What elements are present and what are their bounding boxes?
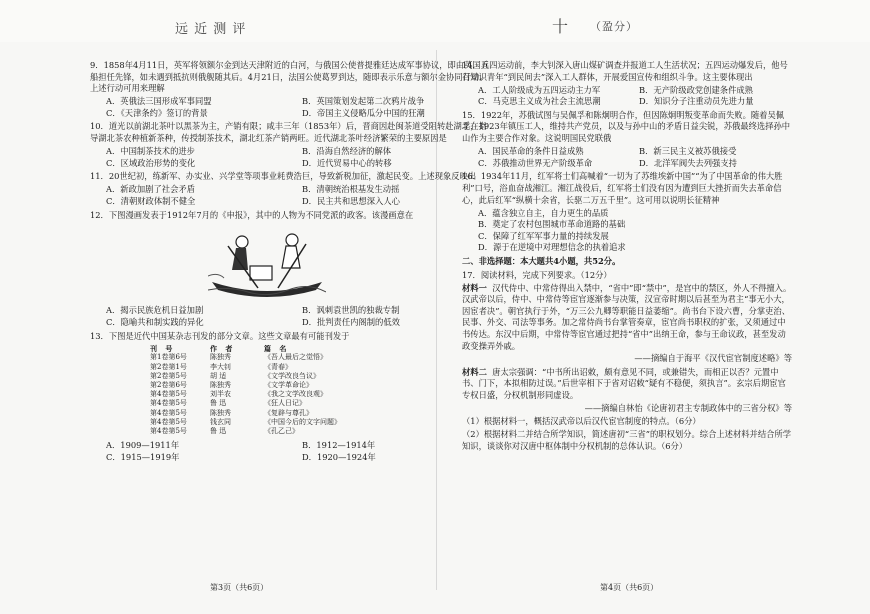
table-cell: 钱玄同 bbox=[210, 417, 231, 426]
question-14-stem: 14．五四运动前，李大钊深入唐山煤矿调查并报道工人生活状况；五四运动爆发后，他号召知识青年“到民间去”深入工人群体，开展爱国宣传和组织斗争。这主要体现出 bbox=[462, 60, 788, 82]
header-right-smudge: （盈分） bbox=[590, 20, 638, 33]
table-cell: 《中国今后的文字问题》 bbox=[264, 417, 341, 426]
question-15-option-c: C．苏俄推动世界无产阶级革命 bbox=[478, 157, 593, 168]
question-16-option-d: D．源于在逆境中对理想信念的执着追求 bbox=[478, 242, 626, 253]
material-1-source: ——摘编自于海平《汉代宦官制度述略》等 bbox=[634, 353, 792, 364]
material-2-text: 唐太宗强调：“中书所出诏敕，颇有意见不同，或兼错失，而相正以否？元置中书、门下，本拟相防过误。”后世宰相下于省对诏敕“疑有不稳便，须执言”。玄宗后期宦官专权日盛，分权机制形同虚设。 bbox=[462, 366, 786, 401]
question-9-option-b: B．英国策划发起第二次鸦片战争 bbox=[302, 96, 425, 107]
question-13-stem: 13．下图是近代中国某杂志刊发的部分文章。这些文章最有可能刊发于 bbox=[90, 330, 350, 341]
table-cell: 第4卷第5号 bbox=[150, 426, 187, 435]
question-12-option-c: C．隐喻共和制实践的异化 bbox=[106, 316, 204, 327]
question-14-option-d: D．知识分子注重动员先进力量 bbox=[639, 96, 754, 107]
question-16-option-c: C．保障了红军军事力量的持续发展 bbox=[478, 230, 609, 241]
question-11-option-a: A．新政加剧了社会矛盾 bbox=[106, 184, 195, 195]
cartoon-image bbox=[208, 226, 326, 298]
table-row bbox=[150, 399, 350, 408]
table-cell: 第4卷第5号 bbox=[150, 390, 187, 399]
page-4-footer: 第4页（共6页） bbox=[600, 583, 659, 592]
question-12-option-a: A．揭示民族危机日益加剧 bbox=[106, 305, 204, 316]
question-15-option-a: A．国民革命的条件日益成熟 bbox=[478, 146, 584, 157]
material-1-text: 汉代侍中、中常侍得出入禁中，“省中”即“禁中”，是宫中的禁区，外人不得擅入。汉武帝以后，侍中、中常侍等宦官逐渐参与决策，汉宣帝时期以后甚至为君主“事无小大，因宦者决”。朝官执行于外，“万三公九卿等职能日益萎缩”。尚书台下设六曹，分掌吏治、民事、外交、司法等事务。加之常侍尚书台掌管奏章，宦官尚书职权的扩张，又须通过中书传达。东汉中后期，中常侍等宦官通过把持“省中”出纳王命，参与王命议政，甚至发动政变操弄外戚。 bbox=[462, 282, 792, 351]
table-cell: 《我之文学改良观》 bbox=[264, 390, 327, 399]
table-cell: 第2卷第5号 bbox=[150, 371, 187, 380]
question-15-option-b: B．新三民主义被苏俄接受 bbox=[639, 146, 737, 157]
table-cell: 第4卷第5号 bbox=[150, 408, 187, 417]
material-2 bbox=[462, 367, 792, 402]
question-9-option-a: A．英俄法三国形成军事同盟 bbox=[106, 96, 212, 107]
table-row bbox=[150, 390, 350, 399]
page-3 bbox=[90, 60, 490, 465]
table-row bbox=[150, 409, 350, 418]
question-11-option-b: B．清朝统治根基发生动摇 bbox=[302, 184, 400, 195]
table-row bbox=[150, 372, 350, 381]
page-4 bbox=[462, 60, 792, 454]
table-row bbox=[150, 363, 350, 372]
table-cell: 鲁 迅 bbox=[210, 399, 227, 408]
question-14-option-c: C．马克思主义成为社会主流思潮 bbox=[478, 96, 601, 107]
table-row bbox=[150, 381, 350, 390]
question-9 bbox=[90, 60, 490, 119]
table-header-issue: 刊 号 bbox=[150, 344, 176, 354]
question-13 bbox=[90, 331, 490, 464]
question-10-option-b: B．沿海自然经济的解体 bbox=[302, 146, 392, 157]
question-16-option-b: B．奠定了农村包围城市革命道路的基础 bbox=[478, 219, 626, 230]
question-11-option-c: C．清朝财政体制不健全 bbox=[106, 196, 196, 207]
table-cell: 刘半农 bbox=[210, 390, 231, 399]
table-cell: 第4卷第5号 bbox=[150, 417, 187, 426]
question-13-option-b: B．1912—1914年 bbox=[302, 440, 376, 451]
table-row bbox=[150, 427, 350, 436]
table-cell: 《狂人日记》 bbox=[264, 399, 306, 408]
question-15-option-d: D．北洋军阀失去列强支持 bbox=[639, 157, 737, 168]
header-left-smudge: 远 近 测 评 bbox=[175, 22, 247, 37]
question-13-option-c: C．1915—1919年 bbox=[106, 451, 180, 462]
question-12-stem: 12．下图漫画发表于1912年7月的《申报》，其中的人物为不同党派的政客。该漫画意在 bbox=[90, 209, 414, 220]
table-cell: 《青春》 bbox=[264, 362, 292, 371]
page-3-footer: 第3页（共6页） bbox=[210, 583, 269, 592]
question-17-requirement-1: （1）根据材料一，概括汉武帝以后汉代宦官制度的特点。（6分） bbox=[462, 416, 701, 427]
table-cell: 《吾人最后之觉悟》 bbox=[264, 353, 327, 362]
question-9-option-c: C．《天津条约》签订的背景 bbox=[106, 107, 208, 118]
section-2-heading: 二、非选择题：本大题共4小题，共52分。 bbox=[462, 256, 621, 266]
table-cell: 《文学革命论》 bbox=[264, 380, 313, 389]
question-12-option-d: D．批判责任内阁制的低效 bbox=[302, 316, 400, 327]
question-12-option-b: B．讽刺袁世凯的独裁专制 bbox=[302, 305, 400, 316]
question-15 bbox=[462, 110, 792, 169]
material-2-label: 材料二 bbox=[462, 366, 487, 377]
question-9-stem: 9．1858年4月11日，英军将领额尔金到达天津附近的白河，与俄国公使普提雅廷达成军事协议，即由英国兵船担任先锋，如未遇到抵抗则俄舰随其后。4月21日，法国公使葛罗到达，随即表示乐意与额尔金协同行动。上述行动可用来理解 bbox=[90, 60, 489, 94]
table-row bbox=[150, 418, 350, 427]
table-cell: 胡 适 bbox=[210, 371, 227, 380]
material-1-label: 材料一 bbox=[462, 282, 487, 293]
table-cell: 《文学改良刍议》 bbox=[264, 371, 320, 380]
table-cell: 陈独秀 bbox=[210, 353, 231, 362]
question-16-option-a: A．蕴含独立自主，自力更生的品质 bbox=[478, 207, 609, 218]
question-17-stem: 17．阅读材料，完成下列要求。（12分） bbox=[462, 269, 612, 280]
question-17 bbox=[462, 270, 792, 453]
question-12 bbox=[90, 210, 490, 329]
question-9-option-d: D．帝国主义侵略瓜分中国的狂潮 bbox=[302, 107, 425, 118]
table-cell: 陈独秀 bbox=[210, 380, 231, 389]
article-table bbox=[150, 344, 350, 436]
question-16-stem: 16．1934年11月，红军将士们高喊着“一切为了苏维埃新中国”“为了中国革命的伟大胜利”口号，浴血奋战湘江。湘江战役后，红军将士们没有因为遭到巨大挫折而失去革命信心，此后红军“纵横十余省，长驱二万五千里”。这可用以说明长征精神 bbox=[462, 171, 783, 205]
table-cell: 陈独秀 bbox=[210, 408, 231, 417]
header-right-mark: 十 bbox=[552, 17, 570, 36]
question-17-requirement-2: （2）根据材料二并结合所学知识，简述唐初“三省”的职权划分。综合上述材料并结合所学知识，谈谈你对汉唐中枢体制中分权机制的总体认识。（6分） bbox=[462, 429, 792, 451]
table-cell: 第4卷第5号 bbox=[150, 399, 187, 408]
scan-top-strip bbox=[0, 0, 870, 42]
table-cell: 第2卷第1号 bbox=[150, 362, 187, 371]
question-10-option-a: A．中国制茶技术的进步 bbox=[106, 146, 195, 157]
question-11-stem: 11．20世纪初，练新军、办实业、兴学堂等项事业耗费浩巨，导致新税加征，激起民变。上述现象反映出 bbox=[90, 171, 477, 182]
table-cell: 《复辟与尊孔》 bbox=[264, 408, 313, 417]
table-cell: 第2卷第6号 bbox=[150, 380, 187, 389]
question-13-option-a: A．1909—1911年 bbox=[106, 440, 180, 451]
question-11 bbox=[90, 171, 490, 207]
table-header-author: 作 者 bbox=[210, 344, 236, 354]
table-header-row bbox=[150, 344, 350, 353]
table-cell: 《孔乙己》 bbox=[264, 426, 299, 435]
question-11-option-d: D．民主共和思想深入人心 bbox=[302, 196, 400, 207]
question-13-option-d: D．1920—1924年 bbox=[302, 451, 376, 462]
table-header-title: 篇 名 bbox=[264, 344, 290, 354]
question-10-option-c: C．区域政治形势的变化 bbox=[106, 157, 196, 168]
question-16 bbox=[462, 171, 792, 254]
material-2-source: ——摘编自林怡《论唐初君主专制政体中的三省分权》等 bbox=[584, 402, 792, 413]
table-cell: 鲁 迅 bbox=[210, 426, 227, 435]
question-10-stem: 10．道光以前湖北茶叶以黑茶为主，产销有限；咸丰三年（1853年）后，晋商因赴闽茶道受阻转赴湖北，指导湖北茶农种植新茶种，传授制茶技术，湖北红茶产销两旺。近代湖北茶叶经济繁荣的主要原因是 bbox=[90, 121, 487, 144]
table-cell: 李大钊 bbox=[210, 362, 231, 371]
question-10-option-d: D．近代贸易中心的转移 bbox=[302, 157, 392, 168]
table-row bbox=[150, 353, 350, 362]
question-14-option-a: A．工人阶级成为五四运动主力军 bbox=[478, 84, 601, 95]
question-14-option-b: B．无产阶级政党创建条件成熟 bbox=[639, 84, 753, 95]
question-10 bbox=[90, 121, 490, 169]
table-cell: 第1卷第6号 bbox=[150, 353, 187, 362]
question-14 bbox=[462, 60, 792, 108]
material-1 bbox=[462, 283, 792, 353]
question-15-stem: 15．1922年，苏俄试图与吴佩孚和陈炯明合作，但因陈炯明叛变革命而失败。随着吴佩孚在1923年镇压工人，维持共产党员，以及与孙中山的矛盾日益尖锐，苏俄最终选择孙中山作为主要合作对象。这说明国民党联俄 bbox=[462, 109, 791, 144]
